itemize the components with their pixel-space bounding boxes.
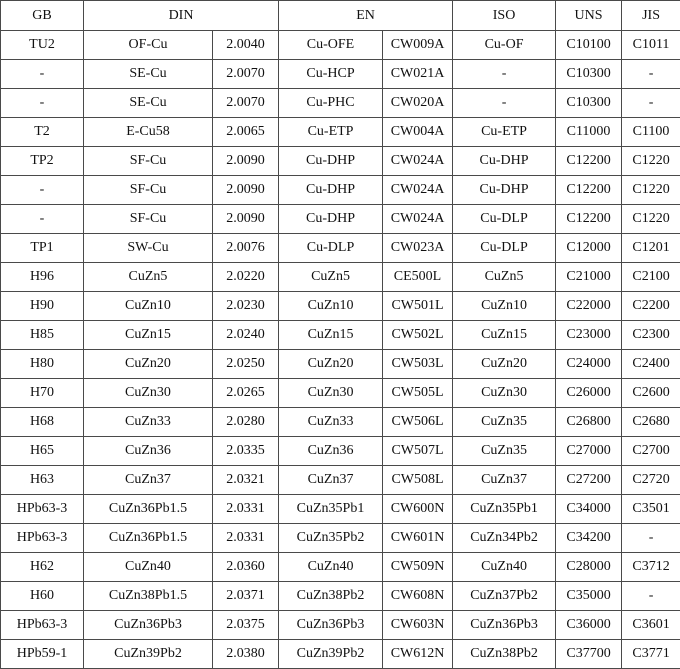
en-number-cell: CW509N	[383, 553, 453, 582]
uns-cell: C12000	[556, 234, 622, 263]
en-number-cell: CW505L	[383, 379, 453, 408]
jis-cell: C2300	[622, 321, 680, 350]
en-number-cell: CW603N	[383, 611, 453, 640]
en-number-cell: CW600N	[383, 495, 453, 524]
din-number-cell: 2.0240	[213, 321, 279, 350]
gb-cell: HPb63-3	[1, 524, 84, 553]
iso-cell: Cu-DHP	[453, 147, 556, 176]
table-row	[1, 350, 680, 379]
din-name-cell: CuZn20	[84, 350, 213, 379]
en-name-cell: CuZn10	[279, 292, 383, 321]
din-name-cell: CuZn38Pb1.5	[84, 582, 213, 611]
jis-cell: C1201	[622, 234, 680, 263]
din-number-cell: 2.0335	[213, 437, 279, 466]
uns-cell: C37700	[556, 640, 622, 669]
iso-cell: CuZn40	[453, 553, 556, 582]
iso-cell: CuZn35	[453, 408, 556, 437]
en-number-cell: CW024A	[383, 147, 453, 176]
iso-cell: Cu-OF	[453, 31, 556, 60]
uns-cell: C21000	[556, 263, 622, 292]
din-name-cell: OF-Cu	[84, 31, 213, 60]
jis-cell: C1220	[622, 205, 680, 234]
en-number-cell: CW009A	[383, 31, 453, 60]
en-name-cell: CuZn20	[279, 350, 383, 379]
iso-cell: Cu-ETP	[453, 118, 556, 147]
uns-cell: C10300	[556, 60, 622, 89]
jis-cell: -	[622, 60, 680, 89]
uns-cell: C28000	[556, 553, 622, 582]
gb-cell: H96	[1, 263, 84, 292]
en-name-cell: Cu-DHP	[279, 205, 383, 234]
jis-cell: -	[622, 524, 680, 553]
din-name-cell: E-Cu58	[84, 118, 213, 147]
gb-cell: H70	[1, 379, 84, 408]
en-name-cell: CuZn36Pb3	[279, 611, 383, 640]
din-number-cell: 2.0250	[213, 350, 279, 379]
iso-cell: CuZn34Pb2	[453, 524, 556, 553]
iso-cell: CuZn35Pb1	[453, 495, 556, 524]
iso-cell: CuZn38Pb2	[453, 640, 556, 669]
din-name-cell: CuZn36Pb3	[84, 611, 213, 640]
jis-cell: C2400	[622, 350, 680, 379]
jis-cell: C3601	[622, 611, 680, 640]
en-name-cell: Cu-ETP	[279, 118, 383, 147]
uns-cell: C26000	[556, 379, 622, 408]
iso-cell: CuZn15	[453, 321, 556, 350]
en-name-cell: Cu-OFE	[279, 31, 383, 60]
gb-cell: TP2	[1, 147, 84, 176]
gb-cell: T2	[1, 118, 84, 147]
en-name-cell: Cu-DHP	[279, 176, 383, 205]
uns-cell: C34200	[556, 524, 622, 553]
en-number-cell: CW501L	[383, 292, 453, 321]
din-name-cell: SF-Cu	[84, 205, 213, 234]
din-name-cell: CuZn33	[84, 408, 213, 437]
header-en: EN	[279, 1, 453, 31]
uns-cell: C27000	[556, 437, 622, 466]
uns-cell: C27200	[556, 466, 622, 495]
gb-cell: -	[1, 176, 84, 205]
iso-cell: CuZn10	[453, 292, 556, 321]
jis-cell: C2720	[622, 466, 680, 495]
din-number-cell: 2.0371	[213, 582, 279, 611]
en-number-cell: CW608N	[383, 582, 453, 611]
en-number-cell: CW601N	[383, 524, 453, 553]
uns-cell: C10300	[556, 89, 622, 118]
uns-cell: C10100	[556, 31, 622, 60]
iso-cell: Cu-DLP	[453, 205, 556, 234]
en-name-cell: CuZn15	[279, 321, 383, 350]
en-name-cell: CuZn38Pb2	[279, 582, 383, 611]
en-name-cell: CuZn35Pb2	[279, 524, 383, 553]
din-name-cell: SE-Cu	[84, 60, 213, 89]
jis-cell: C1220	[622, 147, 680, 176]
din-name-cell: CuZn36	[84, 437, 213, 466]
gb-cell: -	[1, 89, 84, 118]
jis-cell: C2600	[622, 379, 680, 408]
iso-cell: CuZn30	[453, 379, 556, 408]
table-row	[1, 263, 680, 292]
header-uns: UNS	[556, 1, 622, 31]
table-row	[1, 205, 680, 234]
jis-cell: C2200	[622, 292, 680, 321]
en-name-cell: Cu-PHC	[279, 89, 383, 118]
en-number-cell: CW024A	[383, 176, 453, 205]
gb-cell: H85	[1, 321, 84, 350]
jis-cell: -	[622, 582, 680, 611]
header-iso: ISO	[453, 1, 556, 31]
en-name-cell: Cu-DLP	[279, 234, 383, 263]
uns-cell: C35000	[556, 582, 622, 611]
din-number-cell: 2.0090	[213, 205, 279, 234]
table-row	[1, 437, 680, 466]
din-name-cell: CuZn30	[84, 379, 213, 408]
iso-cell: CuZn37Pb2	[453, 582, 556, 611]
din-name-cell: CuZn39Pb2	[84, 640, 213, 669]
jis-cell: C1100	[622, 118, 680, 147]
en-name-cell: CuZn37	[279, 466, 383, 495]
din-number-cell: 2.0265	[213, 379, 279, 408]
en-name-cell: CuZn30	[279, 379, 383, 408]
iso-cell: -	[453, 60, 556, 89]
gb-cell: H68	[1, 408, 84, 437]
din-number-cell: 2.0380	[213, 640, 279, 669]
table-row	[1, 31, 680, 60]
jis-cell: C3501	[622, 495, 680, 524]
gb-cell: H80	[1, 350, 84, 379]
table-row	[1, 118, 680, 147]
en-number-cell: CW508L	[383, 466, 453, 495]
table-row	[1, 321, 680, 350]
jis-cell: C3712	[622, 553, 680, 582]
din-number-cell: 2.0090	[213, 147, 279, 176]
en-name-cell: CuZn35Pb1	[279, 495, 383, 524]
en-number-cell: CW502L	[383, 321, 453, 350]
din-number-cell: 2.0360	[213, 553, 279, 582]
uns-cell: C12200	[556, 147, 622, 176]
en-name-cell: Cu-HCP	[279, 60, 383, 89]
din-number-cell: 2.0321	[213, 466, 279, 495]
en-number-cell: CW020A	[383, 89, 453, 118]
header-jis: JIS	[622, 1, 680, 31]
en-number-cell: CW503L	[383, 350, 453, 379]
din-name-cell: SE-Cu	[84, 89, 213, 118]
din-name-cell: CuZn36Pb1.5	[84, 495, 213, 524]
en-number-cell: CW024A	[383, 205, 453, 234]
en-number-cell: CW004A	[383, 118, 453, 147]
table-row	[1, 495, 680, 524]
gb-cell: H90	[1, 292, 84, 321]
uns-cell: C26800	[556, 408, 622, 437]
en-name-cell: CuZn40	[279, 553, 383, 582]
gb-cell: HPb63-3	[1, 611, 84, 640]
gb-cell: HPb59-1	[1, 640, 84, 669]
din-number-cell: 2.0070	[213, 60, 279, 89]
en-number-cell: CW506L	[383, 408, 453, 437]
uns-cell: C36000	[556, 611, 622, 640]
table-row	[1, 60, 680, 89]
gb-cell: H63	[1, 466, 84, 495]
header-din: DIN	[84, 1, 279, 31]
din-name-cell: CuZn40	[84, 553, 213, 582]
iso-cell: CuZn20	[453, 350, 556, 379]
iso-cell: CuZn35	[453, 437, 556, 466]
din-number-cell: 2.0331	[213, 495, 279, 524]
din-name-cell: CuZn5	[84, 263, 213, 292]
jis-cell: C1220	[622, 176, 680, 205]
uns-cell: C22000	[556, 292, 622, 321]
uns-cell: C11000	[556, 118, 622, 147]
en-number-cell: CW507L	[383, 437, 453, 466]
table-row	[1, 408, 680, 437]
iso-cell: -	[453, 89, 556, 118]
en-name-cell: CuZn36	[279, 437, 383, 466]
header-row	[1, 1, 680, 31]
din-name-cell: CuZn36Pb1.5	[84, 524, 213, 553]
din-number-cell: 2.0070	[213, 89, 279, 118]
uns-cell: C12200	[556, 205, 622, 234]
iso-cell: CuZn36Pb3	[453, 611, 556, 640]
iso-cell: Cu-DHP	[453, 176, 556, 205]
en-number-cell: CW021A	[383, 60, 453, 89]
uns-cell: C23000	[556, 321, 622, 350]
table-row	[1, 292, 680, 321]
en-name-cell: Cu-DHP	[279, 147, 383, 176]
uns-cell: C34000	[556, 495, 622, 524]
din-number-cell: 2.0090	[213, 176, 279, 205]
uns-cell: C12200	[556, 176, 622, 205]
din-name-cell: CuZn37	[84, 466, 213, 495]
gb-cell: H62	[1, 553, 84, 582]
din-number-cell: 2.0280	[213, 408, 279, 437]
table-row	[1, 147, 680, 176]
gb-cell: -	[1, 60, 84, 89]
table-row	[1, 234, 680, 263]
gb-cell: TU2	[1, 31, 84, 60]
jis-cell: C2700	[622, 437, 680, 466]
iso-cell: CuZn37	[453, 466, 556, 495]
din-number-cell: 2.0040	[213, 31, 279, 60]
table-row	[1, 611, 680, 640]
en-name-cell: CuZn33	[279, 408, 383, 437]
iso-cell: Cu-DLP	[453, 234, 556, 263]
jis-cell: C3771	[622, 640, 680, 669]
gb-cell: H60	[1, 582, 84, 611]
table-row	[1, 582, 680, 611]
gb-cell: H65	[1, 437, 84, 466]
din-name-cell: CuZn15	[84, 321, 213, 350]
din-number-cell: 2.0375	[213, 611, 279, 640]
en-name-cell: CuZn39Pb2	[279, 640, 383, 669]
table-row	[1, 176, 680, 205]
table-row	[1, 524, 680, 553]
table-row	[1, 640, 680, 669]
din-number-cell: 2.0230	[213, 292, 279, 321]
gb-cell: -	[1, 205, 84, 234]
gb-cell: TP1	[1, 234, 84, 263]
din-name-cell: CuZn10	[84, 292, 213, 321]
en-name-cell: CuZn5	[279, 263, 383, 292]
din-number-cell: 2.0065	[213, 118, 279, 147]
jis-cell: C1011	[622, 31, 680, 60]
table-body	[1, 31, 680, 669]
jis-cell: -	[622, 89, 680, 118]
en-number-cell: CW023A	[383, 234, 453, 263]
uns-cell: C24000	[556, 350, 622, 379]
table-row	[1, 89, 680, 118]
din-name-cell: SF-Cu	[84, 147, 213, 176]
en-number-cell: CW612N	[383, 640, 453, 669]
table-row	[1, 379, 680, 408]
iso-cell: CuZn5	[453, 263, 556, 292]
din-number-cell: 2.0220	[213, 263, 279, 292]
din-name-cell: SW-Cu	[84, 234, 213, 263]
header-gb: GB	[1, 1, 84, 31]
din-name-cell: SF-Cu	[84, 176, 213, 205]
table-row	[1, 553, 680, 582]
din-number-cell: 2.0331	[213, 524, 279, 553]
jis-cell: C2100	[622, 263, 680, 292]
jis-cell: C2680	[622, 408, 680, 437]
gb-cell: HPb63-3	[1, 495, 84, 524]
en-number-cell: CE500L	[383, 263, 453, 292]
din-number-cell: 2.0076	[213, 234, 279, 263]
table-row	[1, 466, 680, 495]
